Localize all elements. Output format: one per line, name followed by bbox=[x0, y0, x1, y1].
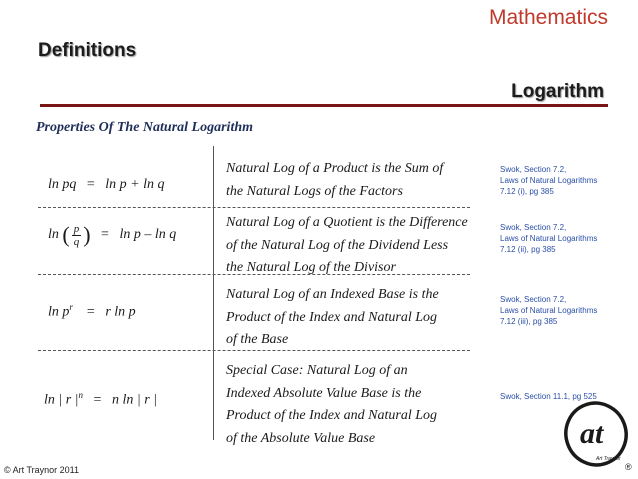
right-paren: ) bbox=[83, 222, 91, 247]
row-separator bbox=[38, 274, 470, 275]
formula-rhs: n ln | r | bbox=[111, 392, 157, 408]
description-line: the Natural Logs of the Factors bbox=[226, 183, 403, 199]
reference-line: 7.12 (i), pg 385 bbox=[500, 187, 554, 196]
left-paren: ( bbox=[62, 222, 70, 247]
formula-rhs: ln p + ln q bbox=[105, 177, 165, 192]
formula-lhs: ln | r | bbox=[44, 392, 79, 408]
logo-text: at bbox=[580, 417, 604, 450]
properties-title: Properties Of The Natural Logarithm bbox=[36, 120, 254, 135]
reference-line: Swok, Section 7.2, bbox=[500, 165, 567, 174]
formula-equals: = bbox=[101, 227, 109, 242]
row-separator bbox=[38, 207, 470, 208]
reference-product bbox=[500, 164, 625, 197]
reference-quotient bbox=[500, 222, 625, 255]
description-quotient bbox=[226, 212, 476, 280]
formula-equals: = bbox=[86, 177, 95, 192]
section-heading: Definitions bbox=[38, 40, 137, 61]
art-traynor-logo bbox=[562, 398, 636, 474]
description-line: of the Base bbox=[226, 332, 289, 347]
formula-rhs: r ln p bbox=[105, 304, 136, 320]
formula-exponent: r bbox=[69, 302, 73, 312]
description-line: of the Absolute Value Base bbox=[226, 430, 376, 446]
formula-absolute-power bbox=[44, 390, 157, 409]
description-line: Natural Log of a Product is the Sum of bbox=[226, 161, 444, 176]
reference-line: Swok, Section 7.2, bbox=[500, 223, 567, 232]
description-line: of the Natural Log of the Dividend Less bbox=[226, 237, 449, 253]
reference-line: Swok, Section 11.1, pg 525 bbox=[500, 392, 597, 401]
topic-heading: Logarithm bbox=[511, 81, 604, 102]
fraction-numerator: p bbox=[73, 222, 80, 235]
formula-equals: = bbox=[86, 304, 95, 320]
subject-title: Mathematics bbox=[488, 6, 608, 29]
formula-lhs: ln pq bbox=[48, 177, 77, 192]
column-divider bbox=[213, 146, 214, 440]
description-line: Indexed Absolute Value Base is the bbox=[226, 385, 422, 401]
reference-line: 7.12 (ii), pg 385 bbox=[500, 245, 556, 254]
reference-line: Laws of Natural Logarithms bbox=[500, 306, 598, 315]
formula-lhs: ln p bbox=[48, 304, 70, 320]
fraction-denominator: q bbox=[73, 235, 80, 248]
header-rule bbox=[40, 104, 608, 107]
description-power bbox=[226, 284, 476, 352]
formula-product bbox=[48, 177, 165, 193]
formula-lhs: ln bbox=[48, 227, 59, 242]
description-line: Natural Log of a Quotient is the Difference bbox=[226, 215, 468, 230]
reference-line: Laws of Natural Logarithms bbox=[500, 176, 598, 185]
formula-quotient bbox=[48, 222, 176, 248]
copyright: © Art Traynor 2011 bbox=[4, 465, 80, 475]
description-line: the Natural Log of the Divisor bbox=[226, 260, 396, 275]
description-line: Special Case: Natural Log of an bbox=[226, 363, 408, 378]
description-line: Natural Log of an Indexed Base is the bbox=[226, 287, 439, 302]
reference-line: Swok, Section 7.2, bbox=[500, 295, 567, 304]
registered-mark: ® bbox=[625, 462, 632, 472]
formula-exponent: n bbox=[78, 390, 84, 400]
logo-subtext: Art Traynor bbox=[596, 456, 621, 462]
description-line: Product of the Index and Natural Log bbox=[226, 408, 438, 423]
description-product bbox=[226, 158, 476, 203]
description-absolute-power bbox=[226, 360, 476, 450]
reference-line: Laws of Natural Logarithms bbox=[500, 234, 598, 243]
row-separator bbox=[38, 350, 470, 351]
reference-power bbox=[500, 294, 625, 327]
formula-power bbox=[48, 302, 136, 321]
formula-rhs: ln p – ln q bbox=[119, 227, 177, 242]
reference-line: 7.12 (iii), pg 385 bbox=[500, 317, 558, 326]
formula-equals: = bbox=[93, 392, 102, 408]
fraction bbox=[72, 223, 82, 248]
description-line: Product of the Index and Natural Log bbox=[226, 309, 438, 325]
